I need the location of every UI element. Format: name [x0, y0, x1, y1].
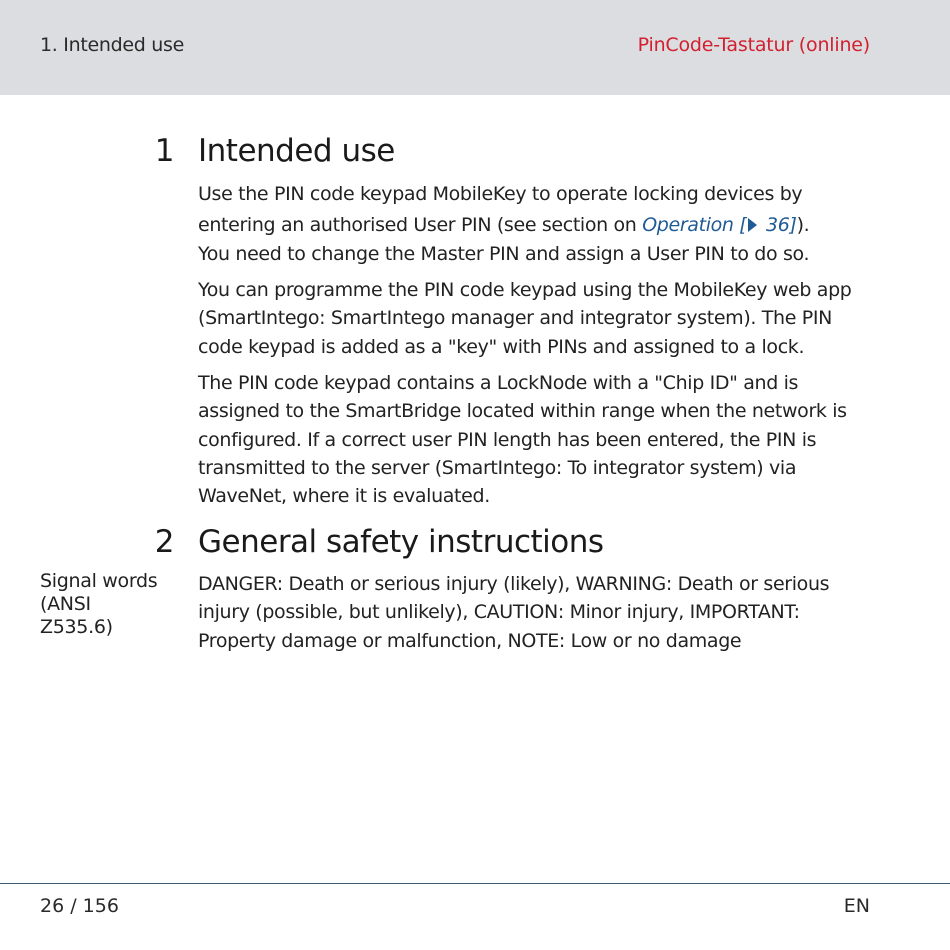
text-line: The PIN code keypad contains a LockNode with a "Chip ID" and is: [198, 372, 799, 394]
side-note-line: Signal words: [40, 570, 158, 592]
text-line: DANGER: Death or serious injury (likely), WARNING: Death or serious: [198, 573, 830, 595]
triangle-right-icon: [748, 218, 757, 232]
text-line-with-link: [198, 211, 888, 239]
paragraph-intended-use-2: [198, 276, 888, 361]
page-number: 26 / 156: [40, 895, 119, 917]
text-line: WaveNet, where it is evaluated.: [198, 485, 490, 508]
text-line: (SmartIntego: SmartIntego manager and integrator system). The PIN: [198, 307, 832, 330]
text-line: configured. If a correct user PIN length has been entered, the PIN is: [198, 428, 817, 451]
text-line: assigned to the SmartBridge located within range when the network is: [198, 400, 847, 423]
text-fragment: entering an authorised User PIN (see section on: [198, 214, 643, 237]
section-title: Intended use: [198, 133, 395, 169]
side-note-line: Z535.6): [40, 616, 113, 638]
text-line: injury (possible, but unlikely), CAUTION: Minor injury, IMPORTANT:: [198, 601, 800, 624]
section-number: 1: [154, 133, 174, 169]
section-number: 2: [154, 524, 174, 560]
text-line: Property damage or malfunction, NOTE: Low or no damage: [198, 629, 742, 652]
footer-divider: [0, 883, 950, 884]
link-page-number: 36]: [760, 214, 797, 237]
text-line: You can programme the PIN code keypad using the MobileKey web app: [198, 279, 852, 301]
section-title: General safety instructions: [198, 524, 604, 560]
side-note-line: (ANSI: [40, 593, 91, 615]
text-line: You need to change the Master PIN and assign a User PIN to do so.: [198, 242, 810, 265]
text-line: transmitted to the server (SmartIntego: To integrator system) via: [198, 456, 797, 479]
header-product-title: PinCode-Tastatur (online): [637, 34, 870, 56]
paragraph-signal-words: [198, 570, 888, 655]
operation-link[interactable]: [642, 214, 796, 236]
side-note-signal-words: [40, 570, 180, 639]
link-text: Operation [: [642, 214, 747, 237]
paragraph-intended-use-1: [198, 180, 888, 268]
paragraph-intended-use-3: [198, 369, 888, 510]
text-line: code keypad is added as a "key" with PINs and assigned to a lock.: [198, 335, 805, 358]
header-section-label: 1. Intended use: [40, 34, 184, 56]
text-line: Use the PIN code keypad MobileKey to operate locking devices by: [198, 183, 803, 205]
language-code: EN: [843, 895, 870, 917]
text-fragment: ).: [796, 214, 810, 237]
page-header: [0, 0, 950, 95]
